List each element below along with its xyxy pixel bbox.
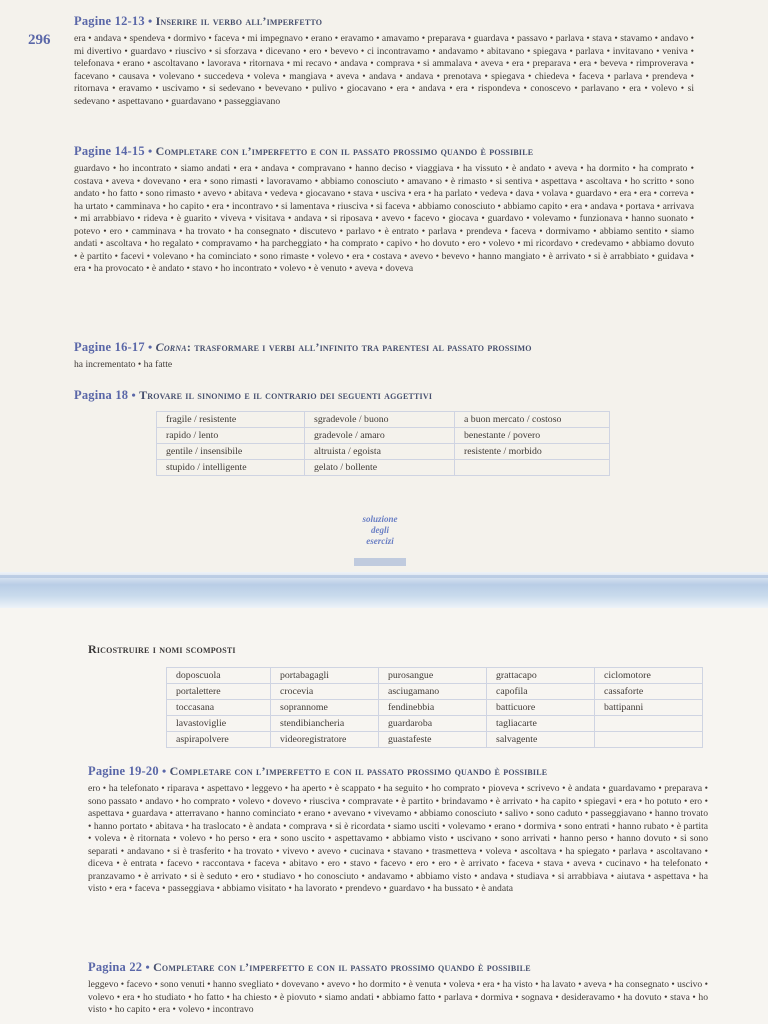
section-title: Inserire il verbo all’imperfetto: [155, 14, 323, 28]
answer-text: ero • ha telefonato • riparava • aspettavo • leggevo • ha aperto • è scappato • ha seguito • ho comprato • pioveva • scrivevo • è andata • guardavamo • preparava • sono passato • andavo • ho comprato • volevo • dovevo • riusciva • compravate • è partito • brindavamo • è arrivato • ha capito • spiegavi • era • ho potuto • ero • aspettava • guardava • atterravano • hanno cominciato • erano • avevano • vivevamo • abbiamo conosciuto • salivo • sono caduto • passeggiavano • hanno trovato • hanno portato • abitava • ha traslocato • è andata • comprava • si è ricordata • siamo usciti • volevamo • erano • dormiva • sono entrati • hanno rubato • è partita • voleva • è ritornata • volevo • ho perso • era • sono uscito • aspettavamo • abbiamo visto • uscivano • sono arrivati • hanno perso • hanno dovuto • si sono separati • andavano • si è trasferito • ha trovato • vivevo • avevo • cucinava • stavano • trasmetteva • voleva • ascoltava • ha spiegato • parlava • ascoltavano • diceva • è entrata • facevo • raccontava • faceva • abitavo • ero • stavo • facevo • ero • ero • è arrivato • faceva • stava • aveva • cucinavo • ha telefonato • pranzavamo • è arrivato • si è seduto • ero • studiavo • ho conosciuto • andavamo • abbiamo visto • andava • studiava • si arrabbiava • aiutava • aspettava • ha visto • era • faceva • passeggiava • abbiamo visitato • ha lavorato • prendevo • guardavo • ha bussato • è andata: [88, 783, 708, 894]
table-cell: fendinebbia: [379, 700, 487, 716]
table-cell: batticuore: [487, 700, 595, 716]
table-cell: stupido / intelligente: [157, 460, 305, 476]
section-imperfetto-passato-19-20: [88, 764, 708, 896]
table-cell: grattacapo: [487, 668, 595, 684]
table-cell: stendibiancheria: [271, 716, 379, 732]
table-cell: asciugamano: [379, 684, 487, 700]
table-cell: rapido / lento: [157, 428, 305, 444]
answer-text: ha incrementato • ha fatte: [74, 359, 173, 370]
table-cell: fragile / resistente: [157, 412, 305, 428]
table-cell: a buon mercato / costoso: [455, 412, 610, 428]
table-cell: gradevole / amaro: [305, 428, 455, 444]
section-title-italic: Corna: [155, 340, 187, 354]
section-nomi-scomposti: [88, 642, 708, 748]
tab-label-line: degli: [371, 525, 389, 535]
section-heading: Pagine 19-20 • Completare con l’imperfetto e con il passato prossimo quando è possibile: [88, 764, 548, 778]
section-title: Completare con l’imperfetto e con il passato prossimo quando è possibile: [153, 960, 531, 974]
table-row: [167, 716, 703, 732]
table-cell: gelato / bollente: [305, 460, 455, 476]
answer-text: guardavo • ho incontrato • siamo andati • era • andava • compravano • hanno deciso • viaggiava • ha vissuto • è andato • aveva • ha dormito • ha comprato • costava • aveva • dovevano • era • sono rimasti • lavoravamo • abbiamo conosciuto • amavano • è rimasto • si sentiva • aspettava • ascoltava • ho scritto • sono andato • ho fatto • sono rimasto • avevo • abitava • vedeva • giocavano • stava • usciva • era • ha parlato • vedeva • dava • volava • guardavo • era • era • correva • ha urtato • camminava • ho capito • era • incontravo • si lamentava • riusciva • si faceva • abbiamo conosciuto • abbiamo capito • era • andava • portava • arrivava • mi arrabbiavo • rideva • è guarito • viveva • visitava • andava • si riposava • avevo • facevo • giocava • guardavo • volevamo • funzionava • hanno suonato • potevo • ero • camminava • ha trovato • ha consegnato • discutevo • parlavo • è entrato • parlava • prendeva • faceva • dormivamo • abbiamo sentito • siamo andati • ascoltava • ho regalato • compravamo • ha parcheggiato • ha comprato • capivo • ho dovuto • ero • volevo • mi ricordavo • credevamo • abbiamo dovuto • è partito • facevi • volevano • ha cominciato • sono rimaste • volevo • era • costava • avevo • bevevo • hanno mangiato • è arrivato • si è arrabbiato • guidava • era • ha provocato • è andato • stavo • ho incontrato • volevo • è venuto • aveva • doveva: [74, 163, 694, 274]
table-cell: gentile / insensibile: [157, 444, 305, 460]
table-cell: resistente / morbido: [455, 444, 610, 460]
table-cell: ciclomotore: [595, 668, 703, 684]
table-cell: guardaroba: [379, 716, 487, 732]
table-cell: [455, 460, 610, 476]
section-heading: Pagine 16-17 • Corna: trasformare i verbi all’infinito tra parentesi al passato prossimo: [74, 340, 532, 354]
table-cell: altruista / egoista: [305, 444, 455, 460]
table-cell: guastafeste: [379, 732, 487, 748]
table-cell: portalettere: [167, 684, 271, 700]
table-cell: salvagente: [487, 732, 595, 748]
table-row: [157, 444, 610, 460]
page-ref: Pagine 14-15: [74, 144, 145, 158]
section-corna-16-17: [74, 340, 694, 372]
section-heading: Pagina 22 • Completare con l’imperfetto e con il passato prossimo quando è possibile: [88, 960, 531, 974]
table-cell: capofila: [487, 684, 595, 700]
section-heading: Pagina 18 • Trovare il sinonimo e il contrario dei seguenti aggettivi: [74, 388, 433, 402]
table-row: [157, 460, 610, 476]
section-sinonimo-contrario-18: [74, 388, 694, 476]
table-cell: purosangue: [379, 668, 487, 684]
section-heading: Pagine 14-15 • Completare con l’imperfetto e con il passato prossimo quando è possibile: [74, 144, 534, 158]
page-ref: Pagine 12-13: [74, 14, 145, 28]
section-title: Ricostruire i nomi scomposti: [88, 642, 236, 656]
table-row: [167, 668, 703, 684]
table-cell: [595, 716, 703, 732]
page-ref: Pagine 16-17: [74, 340, 145, 354]
page-number: 296: [28, 32, 51, 48]
section-title: : trasformare i verbi all’infinito tra parentesi al passato prossimo: [186, 340, 532, 354]
answer-text: leggevo • facevo • sono venuti • hanno svegliato • dovevano • avevo • ho dormito • è venuta • voleva • era • ha visto • ha lavato • aveva • ha consegnato • uscivo • volevo • era • ho studiato • ho fatto • ha chiesto • è piovuto • siamo andati • abbiamo fatto • parlava • dormiva • sognava • desideravamo • ha dovuto • stava • ho visto • ho capito • era • volevo • incontravo: [88, 979, 708, 1015]
solutions-tab: [354, 514, 406, 566]
table-cell: tagliacarte: [487, 716, 595, 732]
section-title: Trovare il sinonimo e il contrario dei seguenti aggettivi: [139, 388, 433, 402]
table-cell: lavastoviglie: [167, 716, 271, 732]
synonym-table: [156, 411, 610, 476]
table-cell: toccasana: [167, 700, 271, 716]
table-cell: soprannome: [271, 700, 379, 716]
table-row: [157, 412, 610, 428]
section-title: Completare con l’imperfetto e con il passato prossimo quando è possibile: [155, 144, 534, 158]
table-cell: aspirapolvere: [167, 732, 271, 748]
section-title: Completare con l’imperfetto e con il passato prossimo quando è possibile: [169, 764, 548, 778]
compound-nouns-table: [166, 667, 703, 748]
table-cell: crocevia: [271, 684, 379, 700]
table-cell: doposcuola: [167, 668, 271, 684]
table-row: [157, 428, 610, 444]
table-cell: battipanni: [595, 700, 703, 716]
tab-label-line: esercizi: [366, 536, 394, 546]
table-cell: portabagagli: [271, 668, 379, 684]
section-heading: Pagine 12-13 • Inserire il verbo all’imperfetto: [74, 14, 323, 28]
table-cell: videoregistratore: [271, 732, 379, 748]
page-divider-line: [0, 575, 768, 578]
table-cell: benestante / povero: [455, 428, 610, 444]
section-heading: [88, 642, 708, 657]
table-row: [167, 700, 703, 716]
page-ref: Pagina 22: [88, 960, 143, 974]
section-imperfetto-passato-14-15: [74, 144, 694, 276]
table-cell: sgradevole / buono: [305, 412, 455, 428]
section-imperfetto-12-13: [74, 14, 694, 108]
table-row: [167, 684, 703, 700]
section-imperfetto-passato-22: [88, 960, 708, 1017]
page-ref: Pagina 18: [74, 388, 129, 402]
table-cell: [595, 732, 703, 748]
table-row: [167, 732, 703, 748]
tab-bar: [354, 558, 406, 566]
answer-text: era • andava • spendeva • dormivo • faceva • mi impegnavo • erano • eravamo • amavamo • preparava • guardava • passavo • parlava • stava • stavamo • andavo • mi divertivo • guardavo • riuscivo • si sforzava • dicevano • ero • bevevo • ci incontravamo • andavamo • abitavano • spiegava • parlava • invitavano • veniva • telefonava • erano • ascoltavano • lavorava • ritornava • mi recavo • andava • comprava • si ammalava • aveva • era • preparava • era • beveva • rimproverava • facevano • causava • volevano • succedeva • voleva • mangiava • aveva • andava • andava • prenotava • spiegava • chiedeva • faceva • parlava • prendeva • ritornava • eravamo • uscivamo • si sedevano • bevevano • pulivo • giocavano • era • andava • era • rispondeva • conoscevo • parlavano • era • volevo • si sedevano • aspettavano • guardavano • passeggiavano: [74, 33, 694, 107]
page-ref: Pagine 19-20: [88, 764, 159, 778]
tab-label-line: soluzione: [362, 514, 398, 524]
table-cell: cassaforte: [595, 684, 703, 700]
